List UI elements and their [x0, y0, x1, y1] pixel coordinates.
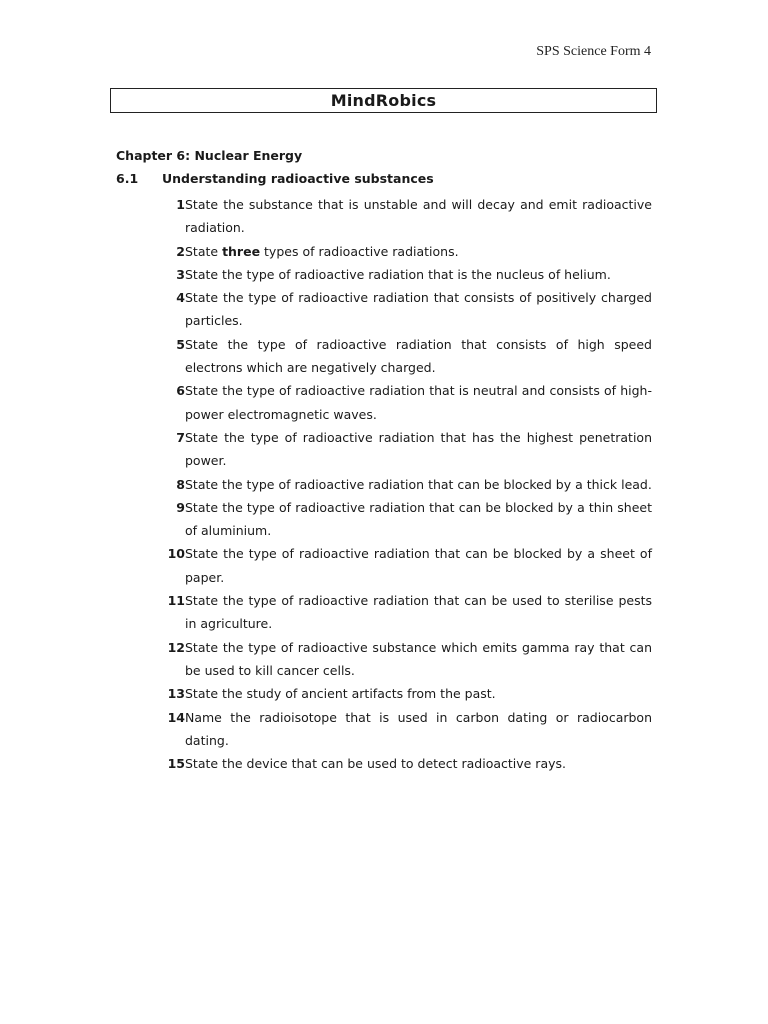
question-list [160, 193, 652, 775]
question-number: 11 [167, 593, 185, 609]
chapter-heading: Chapter 6: Nuclear Energy [116, 148, 303, 163]
question-item [160, 333, 652, 380]
section-heading [116, 171, 434, 186]
question-text: Name the radioisotope that is used in carbon dating or radiocarbon dating. [185, 709, 652, 748]
question-number: 13 [167, 686, 185, 702]
question-text: State three types of radioactive radiations. [185, 243, 459, 259]
question-number: 5 [176, 336, 185, 352]
page-header-text: SPS Science Form 4 [536, 44, 651, 59]
question-text: State the type of radioactive radiation that can be blocked by a thick lead. [185, 476, 652, 492]
question-text: State the type of radioactive radiation that can be blocked by a thin sheet of aluminium. [185, 499, 652, 539]
question-item [160, 496, 652, 543]
question-number: 10 [167, 546, 185, 562]
page-title: MindRobics [330, 91, 437, 110]
question-item [160, 589, 652, 636]
question-text: State the type of radioactive radiation that can be blocked by a sheet of paper. [185, 546, 652, 585]
question-item [160, 706, 652, 753]
question-number: 4 [176, 290, 185, 306]
question-text: State the type of radioactive radiation that is the nucleus of helium. [185, 266, 611, 282]
question-item [160, 682, 652, 705]
question-number: 12 [167, 639, 185, 655]
question-item [160, 240, 652, 263]
question-number: 6 [176, 383, 185, 399]
question-item [160, 286, 652, 333]
question-number: 9 [176, 499, 185, 515]
section-number: 6.1 [116, 171, 139, 186]
question-number: 15 [167, 756, 185, 772]
question-item [160, 542, 652, 589]
question-number: 3 [176, 266, 185, 282]
question-item [160, 636, 652, 683]
question-number: 8 [176, 476, 185, 492]
question-item [160, 752, 652, 775]
question-item [160, 263, 652, 286]
question-text: State the type of radioactive substance which emits gamma ray that can be used to kill cancer cells. [185, 639, 652, 678]
question-item [160, 193, 652, 240]
question-text: State the type of radioactive radiation that consists of positively charged particles. [185, 290, 652, 329]
title-box [110, 88, 657, 113]
question-number: 2 [176, 243, 185, 259]
question-item [160, 379, 652, 426]
question-text: State the type of radioactive radiation that consists of high speed electrons which are negatively charged. [185, 336, 652, 376]
question-text: State the study of ancient artifacts from the past. [185, 686, 496, 702]
question-number: 1 [176, 197, 185, 212]
question-number: 14 [167, 709, 185, 725]
question-item [160, 473, 652, 496]
section-title: Understanding radioactive substances [162, 171, 434, 186]
question-text: State the device that can be used to detect radioactive rays. [185, 756, 566, 772]
question-number: 7 [176, 429, 185, 445]
question-text: State the type of radioactive radiation that has the highest penetration power. [185, 429, 652, 469]
question-text: State the type of radioactive radiation that is neutral and consists of high-power electromagnetic waves. [185, 383, 652, 422]
emphasis-text: three [222, 243, 261, 259]
question-text: State the substance that is unstable and will decay and emit radioactive radiation. [185, 197, 652, 236]
question-item [160, 426, 652, 473]
question-text: State the type of radioactive radiation that can be used to sterilise pests in agriculture. [185, 593, 652, 632]
